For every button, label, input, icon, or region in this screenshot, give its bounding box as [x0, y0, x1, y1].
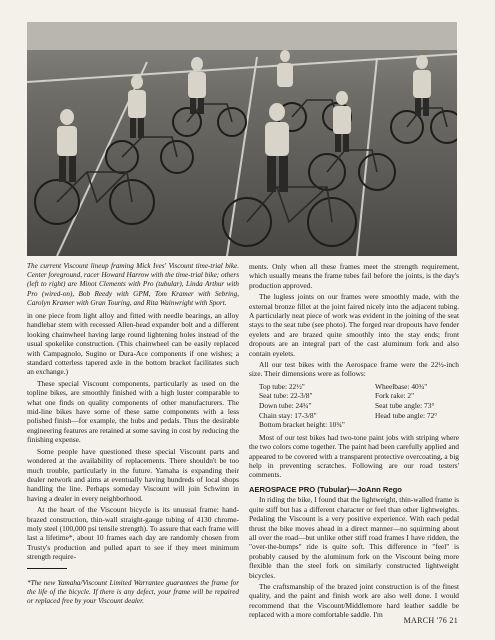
footnote: *The new Yamaha/Viscount Limited Warrantee guarantees the frame for the life of the bicycle. If there is any defect, your frame will be repaired or replaced free by your Viscount dealer. — [27, 578, 239, 605]
body-paragraph: All our test bikes with the Aerospace frame were the 22½-inch size. Their dimensions were as follows: — [249, 360, 459, 379]
dimension-item: Bottom bracket height: 10¾" — [259, 420, 345, 430]
body-paragraph: ments. Only when all these frames meet the strength requirement, which usually means the frame tubes fail before the joints, is the day's production approved. — [249, 262, 459, 290]
body-paragraph: In riding the bike, I found that the lightweight, thin-walled frame is quite stiff but has a different character or feel than other lightweights. Pedaling the Viscount is a very positive experience. With each pedal thrust the bike moves ahead in a direct manner—no squirming about all over the road—but unlike other stiff road frames I have ridden, the "over-the-bumps" ride is quite soft. This difference in "feel" is probably caused by the aluminum fork on the Viscount being more flexible than the steel fork on similarly constructed lightweight bicycles. — [249, 495, 459, 580]
dimension-item: Fork rake: 2" — [375, 391, 415, 401]
dimension-item: Chain stay: 17-3/8" — [259, 410, 317, 420]
dimension-item: Down tube: 24¾" — [259, 401, 312, 411]
body-paragraph: These special Viscount components, particularly as used on the topline bikes, are smoothly finished with a high luster comparable to what one finds on quality components of other manufacturers. The mid-line bikes have some of these same components with a less polished finish—for example, the hubs and pedals. Thus the desirable engineering features are retained at some saving in cost by reducing the finishing expense. — [27, 378, 239, 445]
right-column — [249, 262, 459, 622]
page-folio: MARCH '76 21 — [403, 616, 458, 625]
frame-dimensions-table — [259, 382, 459, 430]
dimension-item: Seat tube: 22-3/8" — [259, 391, 313, 401]
left-column — [27, 262, 239, 606]
body-paragraph: in one piece from light alloy and fitted with needle bearings, an alloy handlebar stem with recessed Allen-head expander bolt and a different looking chainwheel having large round lightening holes instead of the usual spokelike construction. (This chainwheel can be easily replaced with Campagnolo, Sugino or Dura-Ace components if one wishes; a standard cotterless tapered axle in the bottom bracket facilitates such an exchange.) — [27, 311, 239, 377]
dimension-item: Seat tube angle: 73° — [375, 401, 435, 411]
body-paragraph: The lugless joints on our frames were smoothly made, with the external bronze fillet at the joint faired nicely into the adjacent tubing. A particularly neat piece of work was evident in the joining of the seat stays to the seat tube (see photo). The forged rear dropouts have fender eyelets and are brazed quite smoothly into the stay ends; front dropouts are an integral part of the cast aluminum fork and also contain eyelets. — [249, 292, 459, 358]
footnote-rule — [27, 568, 67, 569]
photo-caption: The current Viscount lineup framing Mick Ives' Viscount time-trial bike. Center foreground, racer Howard Harrow with the time-trial bike; others (left to right) are Minot Clements with Pro (tubular), Linda Arthur with Pro (wired-on), Bob Reedy with GPM, Tom Kramer with Sebring, Carolyn Kramer with Gran Touring, and Rita Wainwright with Sport. — [27, 262, 239, 307]
body-paragraph: Some people have questioned these special Viscount parts and wondered at the availability of replacements. There shouldn't be too much trouble, particularly in the future. Yamaha is expanding their dealer network and aims at eventually having hundreds of local shops handling the line. Perhaps someday Viscount will join Schwinn in having a dealer in every neighborhood. — [27, 446, 239, 503]
body-paragraph: Most of our test bikes had two-tone paint jobs with striping where the two colors come together. The paint had been carefully applied and appeared to be covered with a transparent protective overcoating, a big help in preventing scratches. Following are our road testers' comments. — [249, 432, 459, 480]
riders-with-bicycles-image — [27, 22, 457, 256]
group-photo — [27, 22, 457, 256]
body-paragraph: At the heart of the Viscount bicycle is its unusual frame: hand-brazed construction, thin-wall straight-gauge tubing of 4130 chrome-moly steel (100,000 psi tensile strength). To assure that each frame will last a lifetime*, about 10 frames each day are randomly chosen from Trusty's production and pulled apart to see if they meet minimum strength require- — [27, 505, 239, 562]
dimension-item: Wheelbase: 40¾" — [375, 381, 428, 391]
body-paragraph: The craftsmanship of the brazed joint construction is of the finest quality, and the paint and finish work are also well done. I would recommend that the Viscount/Middlemore hard leather saddle be replaced with a more comfortable saddle. I'm — [249, 581, 459, 620]
section-heading: AEROSPACE PRO (Tubular)—JoAnn Rego — [249, 484, 402, 494]
dimension-item: Head tube angle: 72° — [375, 410, 438, 420]
dimension-item: Top tube: 22½" — [259, 381, 305, 391]
